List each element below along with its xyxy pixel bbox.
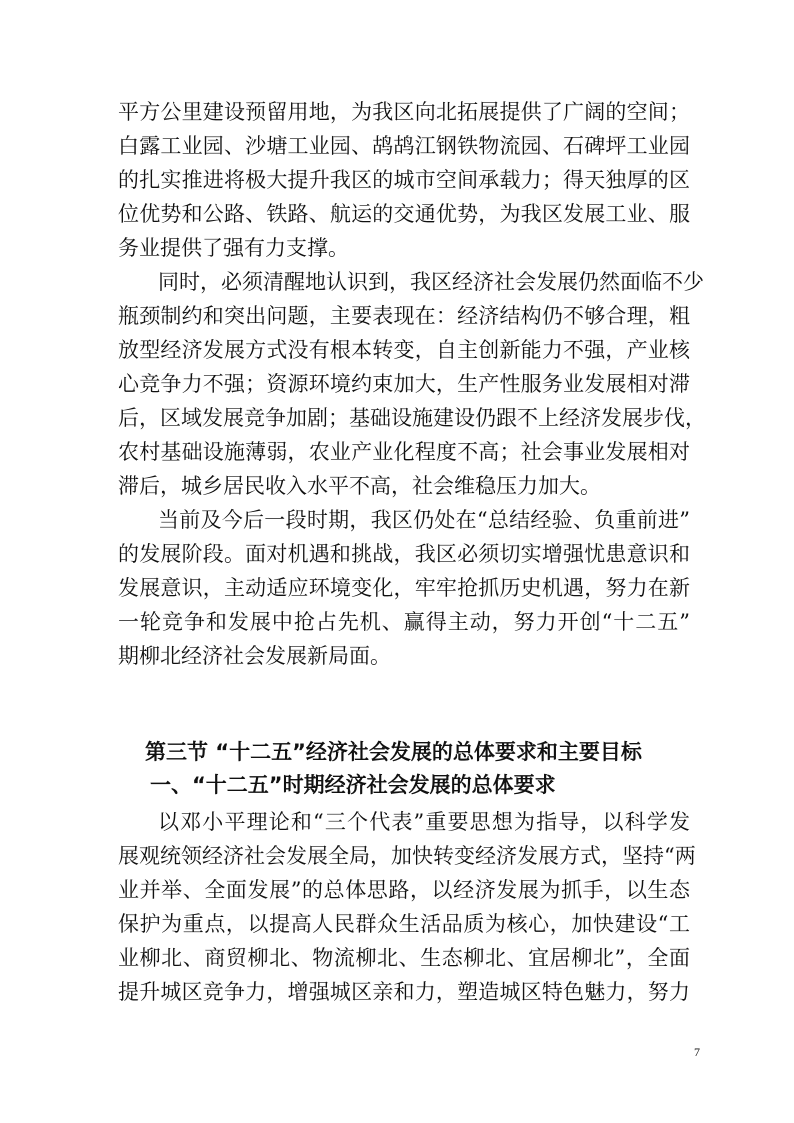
section-title: 第三节 “十二五”经济社会发展的总体要求和主要目标 bbox=[145, 740, 642, 764]
paragraph-2-line-6: 农村基础设施薄弱，农业产业化程度不高；社会事业发展相对 bbox=[118, 440, 690, 464]
paragraph-1-line-5: 务业提供了强有力支撑。 bbox=[118, 236, 349, 260]
paragraph-2-line-1: 同时，必须清醒地认识到，我区经济社会发展仍然面临不少 bbox=[158, 270, 704, 294]
paragraph-4-line-3: 业并举、全面发展”的总体思路，以经济发展为抓手，以生态 bbox=[118, 878, 690, 902]
paragraph-3-line-5: 期柳北经济社会发展新局面。 bbox=[118, 644, 391, 668]
paragraph-2-line-3: 放型经济发展方式没有根本转变，自主创新能力不强，产业核 bbox=[118, 338, 690, 362]
paragraph-4-line-1: 以邓小平理论和“三个代表”重要思想为指导，以科学发 bbox=[158, 810, 690, 834]
paragraph-3-line-3: 发展意识，主动适应环境变化，牢牢抢抓历史机遇，努力在新 bbox=[118, 576, 690, 600]
paragraph-2-line-2: 瓶颈制约和突出问题，主要表现在：经济结构仍不够合理，粗 bbox=[118, 304, 690, 328]
paragraph-2-line-4: 心竞争力不强；资源环境约束加大，生产性服务业发展相对滞 bbox=[118, 372, 690, 396]
paragraph-2-line-5: 后，区域发展竞争加剧；基础设施建设仍跟不上经济发展步伐， bbox=[118, 406, 706, 430]
paragraph-2-line-7: 滞后，城乡居民收入水平不高，社会维稳压力加大。 bbox=[118, 474, 601, 498]
paragraph-1-line-3: 的扎实推进将极大提升我区的城市空间承载力；得天独厚的区 bbox=[118, 168, 690, 192]
paragraph-3-line-1: 当前及今后一段时期，我区仍处在“总结经验、负重前进” bbox=[158, 508, 690, 532]
paragraph-1-line-1: 平方公里建设预留用地，为我区向北拓展提供了广阔的空间； bbox=[118, 100, 690, 124]
subsection-title: 一、“十二五”时期经济社会发展的总体要求 bbox=[150, 773, 556, 797]
page-number: 7 bbox=[694, 1045, 700, 1059]
paragraph-3-line-2: 的发展阶段。面对机遇和挑战，我区必须切实增强忧患意识和 bbox=[118, 542, 690, 566]
paragraph-1-line-2: 白露工业园、沙塘工业园、鸪鸪江钢铁物流园、石碑坪工业园 bbox=[118, 134, 690, 158]
paragraph-4-line-4: 保护为重点，以提高人民群众生活品质为核心，加快建设“工 bbox=[118, 912, 690, 936]
paragraph-4-line-6: 提升城区竞争力，增强城区亲和力，塑造城区特色魅力，努力 bbox=[118, 980, 690, 1004]
paragraph-4-line-5: 业柳北、商贸柳北、物流柳北、生态柳北、宜居柳北”，全面 bbox=[118, 946, 690, 970]
paragraph-1-line-4: 位优势和公路、铁路、航运的交通优势，为我区发展工业、服 bbox=[118, 202, 690, 226]
paragraph-4-line-2: 展观统领经济社会发展全局，加快转变经济发展方式，坚持“两 bbox=[118, 844, 696, 868]
paragraph-3-line-4: 一轮竞争和发展中抢占先机、赢得主动，努力开创“十二五” bbox=[118, 610, 690, 634]
